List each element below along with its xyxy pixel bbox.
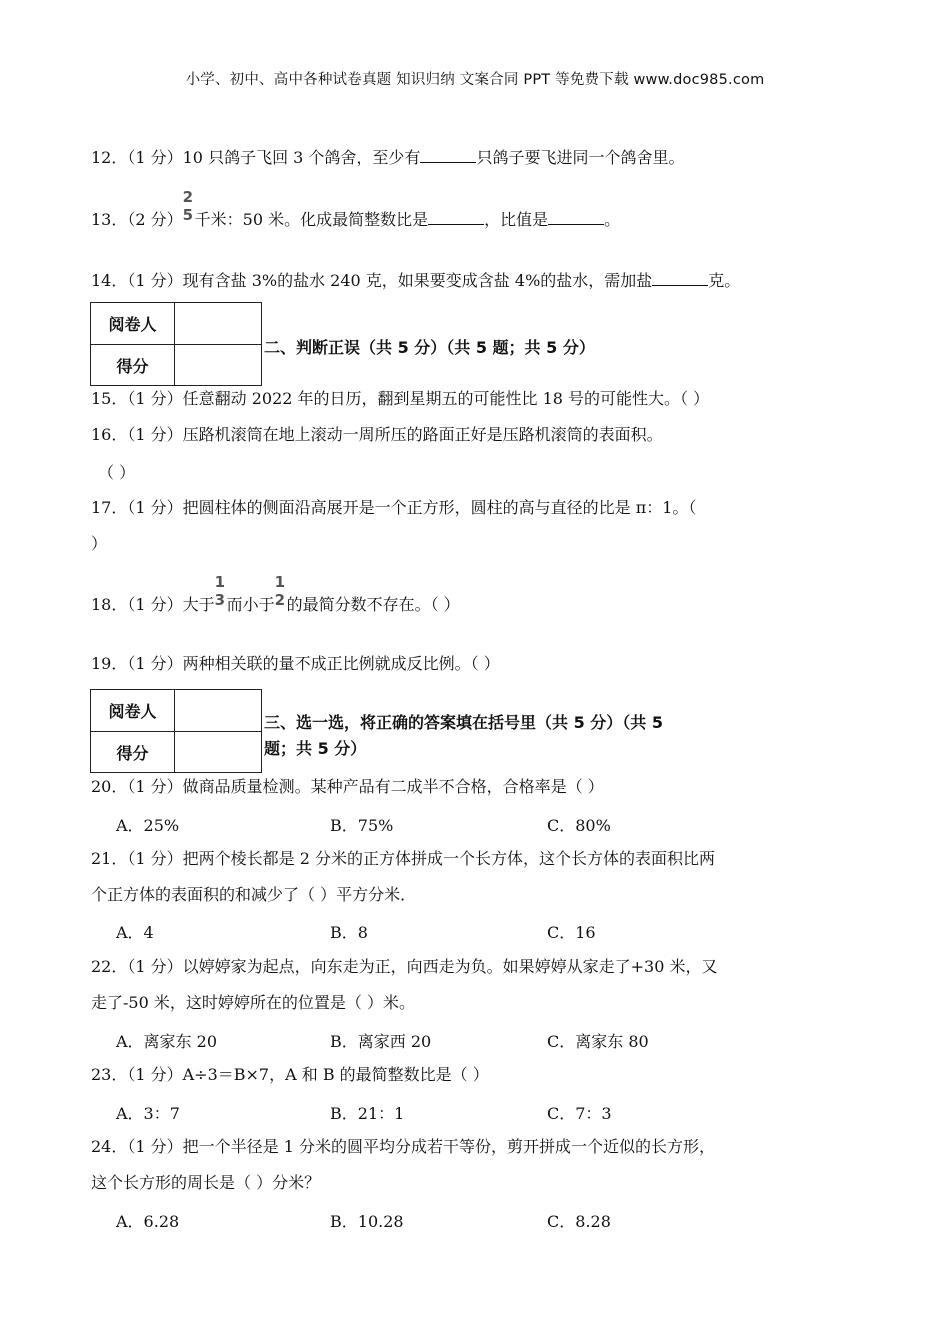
option-a[interactable]: A．25% xyxy=(116,816,180,835)
answer-blank[interactable] xyxy=(420,146,476,163)
option-b[interactable]: B．21：1 xyxy=(330,1104,405,1123)
fraction-denominator: 3 xyxy=(214,591,226,609)
option-c[interactable]: C．80% xyxy=(547,816,611,835)
option-a[interactable]: A．4 xyxy=(116,923,154,942)
question-20: 20．（1 分）做商品质量检测。某种产品有二成半不合格，合格率是（ ） xyxy=(91,777,604,796)
option-a[interactable]: A．6.28 xyxy=(116,1212,180,1231)
fraction-numerator: 2 xyxy=(182,188,194,206)
page-header: 小学、初中、高中各种试卷真题 知识归纳 文案合同 PPT 等免费下载 www.doc985.com xyxy=(185,72,765,88)
grader-table xyxy=(90,302,262,386)
question-17: 17．（1 分）把圆柱体的侧面沿高展开是一个正方形，圆柱的高与直径的比是 π：1。（ xyxy=(91,498,697,517)
section-title-3-cont: 题；共 5 分） xyxy=(264,739,367,758)
question-13-text-2: ，比值是 xyxy=(484,210,549,229)
fraction-denominator: 2 xyxy=(274,591,286,609)
option-b[interactable]: B．10.28 xyxy=(330,1212,404,1231)
option-c[interactable]: C．16 xyxy=(547,923,596,942)
answer-blank[interactable] xyxy=(652,269,708,286)
score-label: 得分 xyxy=(91,345,175,386)
question-21: 21．（1 分）把两个棱长都是 2 分米的正方体拼成一个长方体，这个长方体的表面积比两 xyxy=(91,849,715,868)
fraction-numerator: 1 xyxy=(214,573,226,591)
option-a[interactable]: A．离家东 20 xyxy=(116,1032,218,1051)
option-c[interactable]: C．7：3 xyxy=(547,1104,612,1123)
question-21-cont: 个正方体的表面积的和减少了（ ）平方分米． xyxy=(91,885,417,904)
score-field[interactable] xyxy=(175,732,261,773)
question-13-number: 13．（2 分） xyxy=(91,210,183,229)
grader-table xyxy=(90,689,262,773)
fraction-two-fifths xyxy=(182,188,195,225)
question-14-text: 14．（1 分）现有含盐 3%的盐水 240 克，如果要变成含盐 4%的盐水，需加盐 xyxy=(91,271,653,290)
question-12-text-end: 只鸽子要飞进同一个鸽舍里。 xyxy=(476,148,685,167)
section-title-2: 二、判断正误（共 5 分）（共 5 题；共 5 分） xyxy=(264,338,595,357)
option-b[interactable]: B．75% xyxy=(330,816,394,835)
reviewer-label: 阅卷人 xyxy=(91,690,175,732)
score-field[interactable] xyxy=(175,345,261,386)
question-12-text: 12．（1 分）10 只鸽子飞回 3 个鸽舍，至少有 xyxy=(91,148,421,167)
question-23: 23．（1 分）A÷3＝B×7，A 和 B 的最简整数比是（ ） xyxy=(91,1065,489,1084)
question-18-text: 而小于 xyxy=(226,595,275,614)
question-18-text-end: 的最简分数不存在。（ ） xyxy=(286,595,460,614)
reviewer-field[interactable] xyxy=(175,690,261,732)
reviewer-field[interactable] xyxy=(175,303,261,345)
question-24: 24．（1 分）把一个半径是 1 分米的圆平均分成若干等份，剪开拼成一个近似的长方形， xyxy=(91,1137,715,1156)
question-12 xyxy=(91,146,684,168)
question-18-number: 18．（1 分）大于 xyxy=(91,595,215,614)
question-15: 15．（1 分）任意翻动 2022 年的日历，翻到星期五的可能性比 18 号的可能性大。（ ） xyxy=(91,389,710,408)
fraction-numerator: 1 xyxy=(274,573,286,591)
question-13-text-end: 。 xyxy=(604,210,621,229)
option-b[interactable]: B．8 xyxy=(330,923,368,942)
reviewer-label: 阅卷人 xyxy=(91,303,175,345)
score-label: 得分 xyxy=(91,732,175,773)
option-a[interactable]: A．3：7 xyxy=(116,1104,180,1123)
question-22-cont: 走了-50 米，这时婷婷所在的位置是（ ）米。 xyxy=(91,993,415,1012)
question-16-bracket: （ ） xyxy=(98,463,136,482)
question-16: 16．（1 分）压路机滚筒在地上滚动一周所压的路面正好是压路机滚筒的表面积。 xyxy=(91,425,663,444)
question-14 xyxy=(91,269,740,291)
fraction-one-third xyxy=(214,573,227,610)
section-title-3: 三、选一选，将正确的答案填在括号里（共 5 分）（共 5 xyxy=(264,713,663,732)
option-c[interactable]: C．8.28 xyxy=(547,1212,611,1231)
answer-blank-ratio[interactable] xyxy=(428,208,484,225)
fraction-one-half xyxy=(274,573,287,610)
question-14-text-end: 克。 xyxy=(708,271,741,290)
question-24-cont: 这个长方形的周长是（ ）分米？ xyxy=(91,1173,321,1192)
option-b[interactable]: B．离家西 20 xyxy=(330,1032,432,1051)
answer-blank-value[interactable] xyxy=(548,208,604,225)
question-18 xyxy=(91,573,460,615)
question-22: 22．（1 分）以婷婷家为起点，向东走为正，向西走为负。如果婷婷从家走了+30 米，又 xyxy=(91,957,718,976)
question-19: 19．（1 分）两种相关联的量不成正比例就成反比例。（ ） xyxy=(91,654,500,673)
question-17-bracket: ） xyxy=(91,534,108,553)
option-c[interactable]: C．离家东 80 xyxy=(547,1032,649,1051)
fraction-denominator: 5 xyxy=(182,206,194,224)
question-13-text: 千米：50 米。化成最简整数比是 xyxy=(194,210,429,229)
question-13 xyxy=(91,188,621,230)
